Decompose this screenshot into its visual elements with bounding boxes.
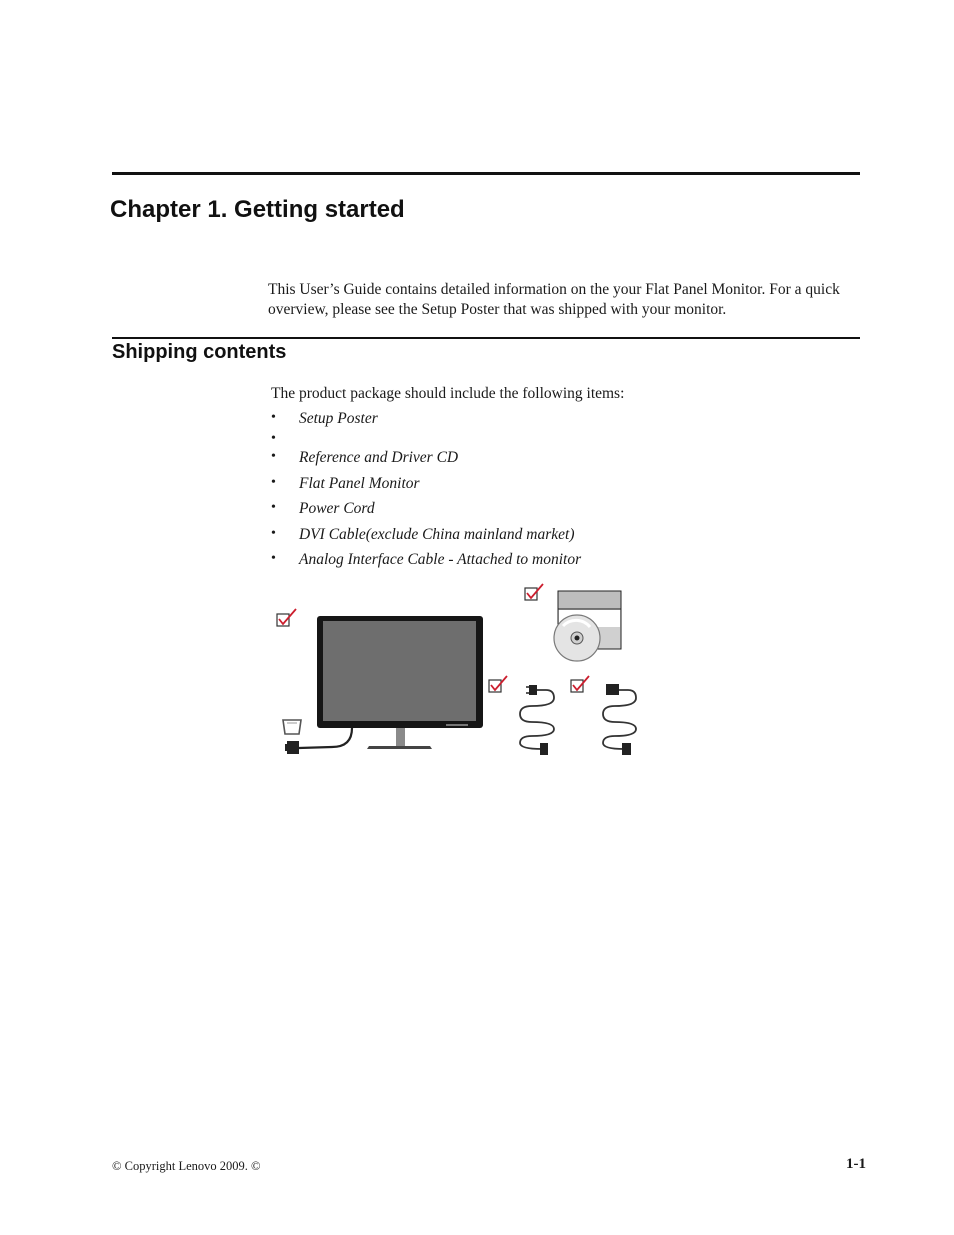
bullet: •: [271, 526, 276, 541]
checkmark-icon: [277, 609, 296, 626]
lead-paragraph: The product package should include the following items:: [271, 385, 625, 402]
bullet: •: [271, 431, 276, 446]
monitor-icon: [299, 616, 483, 749]
section-title: Shipping contents: [112, 341, 287, 363]
page-number: 1-1: [846, 1156, 866, 1172]
bullet: •: [271, 551, 276, 566]
list-item-label: DVI Cable(exclude China mainland market): [299, 526, 575, 543]
list-item-label: Reference and Driver CD: [299, 449, 459, 466]
intro-paragraph: This User’s Guide contains detailed information on the your Flat Panel Monitor. For a quick overview, please see the Setup Poster that was shipped with your monitor.: [268, 281, 840, 318]
cd-icon: [554, 615, 600, 661]
bullet: •: [271, 475, 276, 490]
list-item-label: Power Cord: [299, 500, 375, 517]
chapter-title: Chapter 1. Getting started: [110, 196, 405, 223]
section-rule: [112, 337, 860, 339]
bullet: •: [271, 410, 276, 425]
bullet: •: [271, 500, 276, 515]
list-item-label: Flat Panel Monitor: [299, 475, 420, 492]
checkmark-icon: [571, 676, 589, 692]
list-item-label: Analog Interface Cable - Attached to monitor: [299, 551, 582, 568]
shipping-contents-figure: [270, 583, 650, 758]
footer-copyright: © Copyright Lenovo 2009. ©: [112, 1159, 261, 1173]
power-cord-icon: [520, 685, 554, 755]
analog-connector-icon: [283, 720, 301, 754]
checkmark-icon: [489, 676, 507, 692]
dvi-cable-icon: [603, 684, 636, 755]
list-item-label: Setup Poster: [299, 410, 378, 427]
checkmark-icon: [525, 584, 543, 600]
top-rule: [112, 172, 860, 175]
bullet: •: [271, 449, 276, 464]
